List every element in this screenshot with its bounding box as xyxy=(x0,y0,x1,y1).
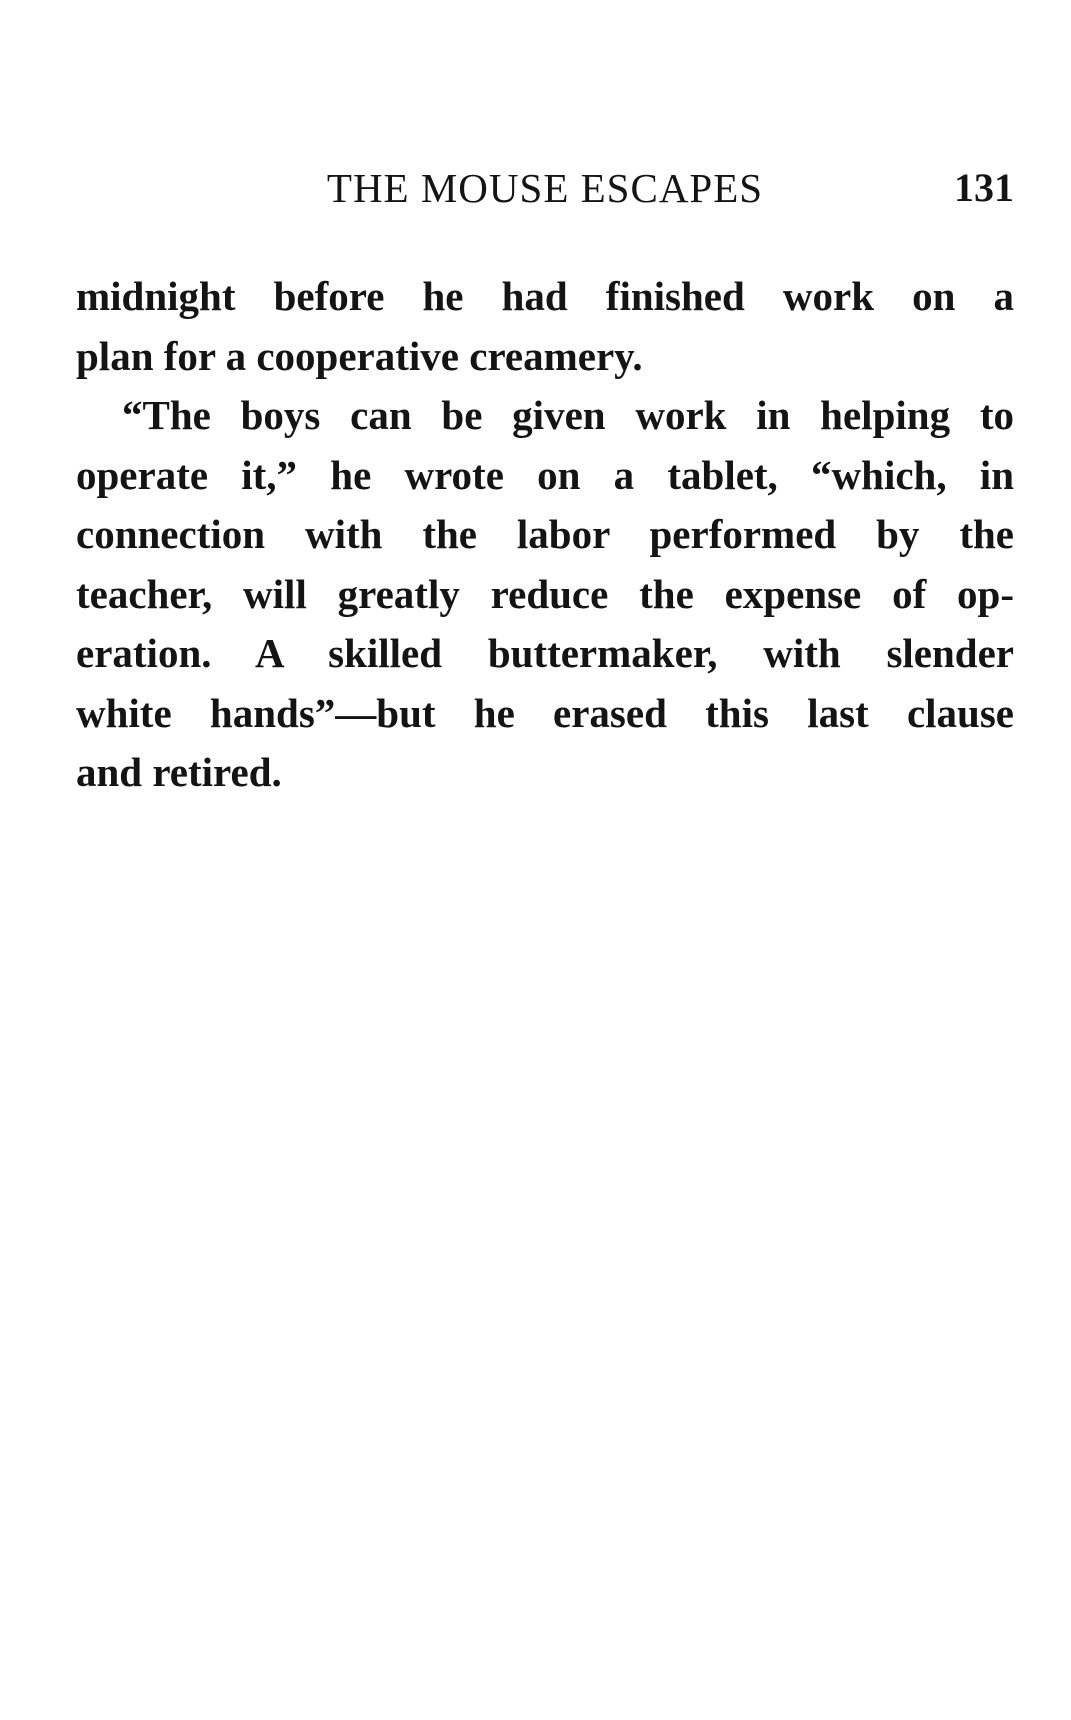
running-head xyxy=(76,160,1014,216)
text-line: white hands”—but he erased this last clause xyxy=(76,689,1014,736)
body-text xyxy=(76,267,1014,803)
text-line: operate it,” he wrote on a tablet, “which, in xyxy=(76,451,1014,498)
text-line: connection with the labor performed by the xyxy=(76,511,1014,557)
text-line: midnight before he had finished work on a xyxy=(76,273,1014,319)
page-number: 131 xyxy=(954,165,1014,210)
running-title: THE MOUSE ESCAPES xyxy=(326,165,764,211)
text-line: teacher, will greatly reduce the expense of op- xyxy=(76,570,1014,617)
text-line: plan for a cooperative creamery. xyxy=(76,332,643,379)
text-line: eration. A skilled buttermaker, with slender xyxy=(76,630,1014,676)
text-line: “The boys can be given work in helping to xyxy=(122,392,1014,438)
text-line: and retired. xyxy=(76,749,282,795)
